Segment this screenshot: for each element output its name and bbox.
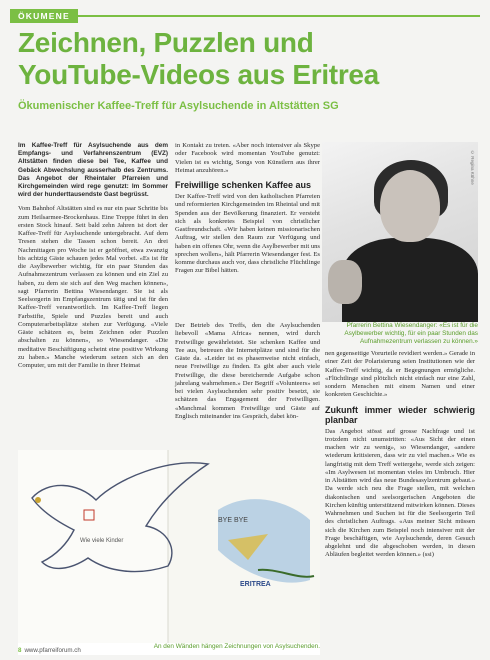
drawing-sheet-left <box>18 450 168 643</box>
article-headline <box>18 27 478 91</box>
column-1-body: Vom Bahnhof Altstätten sind es nur ein paar Schritte bis zum Heilsarmee-Brockenhaus. Eine Treppe führt in den ersten Stock hinauf. Seit bald zehn Jahren ist dort der Kaffee-Treff für Asylsuchende untergebracht. Auf dem Tresen stehen die Tassen schon bereit. An drei Nachmittagen pro Woche ist er geöffnet, etwa zwanzig bis achtzig Gäste schauen jedes Mal vorbei. «Es ist für die Asylbewerber wichtig, für ein paar Stunden das Aufnahmezentrum verlassen zu können und ein Ziel zu haben, zu dem sie sich auf den Weg machen können», sagt Pfarrerin Bettina Wiesendanger. Sie ist als Seelsorgerin im Empfangszentrum tätig und ist für den Kaffee-Treff verantwortlich. Im Kaffee-Treff liegen Farbstifte, Spiele und Puzzles bereit und auch Computerarbeitsplätze stehen zur Verfügung. «Viele Gäste schätzen es, beim Zeichnen oder Puzzlen abschalten zu können», so Wiesendanger. «Die meditative Beschäftigung scheint eine positive Wirkung zu haben.» Manche wiederum setzen sich an den Computer, um mit der Familie in ihrer Heimat <box>18 205 168 370</box>
photo-figure-body <box>342 238 478 322</box>
column-3-body: Das Angebot stösst auf grosse Nachfrage und ist trotzdem nicht unumstritten: «Aus Sicht der einen machen wir zu wenig», so Wiesendanger, «andere wiederum kritisieren, dass wir zu viel machen.» Wie es langfristig mit dem Treff weitergehe, werde sich zeigen: «Im Asylwesen ist momentan vieles im Umbruch. Hier in Altstätten wird das neue Bundesasylzentrum gebaut.» Da werde sich neu die Frage stellen, mit welchen diakonischen und seelsorgerischen Angeboten die Kirchen künftig unterstützend mitwirken können. Dieses Wahrnehmen und Suchen ist für die Seelsorgerin Teil des christlichen Auftrags. «Aus meiner Sicht müssen sich die Kirchen zum Beispiel noch intensiver mit der Frage beschäftigen, wie Asylsuchende, deren Gesuch abgelehnt und die abgeschoben werden, in diesen Abläufen begleitet werden können.» (ssi) <box>325 427 475 559</box>
column-2-body-2: Der Betrieb des Treffs, den die Asylsuchenden liebevoll «Mama Africa» nennen, wird durch Freiwillige gewährleistet. Sie schenken Kaffee und Tee aus, betreuen die Internetplätze und sind für die Gäste da. «Leider ist es phasenweise nicht einfach, neue Freiwillige zu finden. Es gibt aber auch viele Freiwillige, die diese bereichernde Aufgabe schon jahrelang wahrnehmen.» Der Begriff «Volunteers» sei bei vielen Asylsuchenden sehr positiv besetzt, sie schätzen das Engagement der Freiwilligen. «Manchmal kommen Freiwillige und Gäste auf Englisch miteinander ins Gespräch, dabei kön- <box>175 322 320 420</box>
drawing-text-eritrea: ERITREA <box>240 581 271 588</box>
section-bar <box>10 9 480 23</box>
column-2-continued <box>175 322 320 421</box>
subheading-future: Zukunft immer wieder schwierig planbar <box>325 404 475 425</box>
drawing-text-left: Wie viele Kinder <box>80 538 124 544</box>
article-lead: Im Kaffee-Treff für Asylsuchende aus dem Empfangs- und Verfahrenszentrum (EVZ) Altstätten finden diese bei Tee, Kaffee und Gebäck Abwechslung ausserhalb des Zentrums. Das Angebot der Rheintaler Pfarreien und Kirchgemeinden wird rege genutzt: Im Sommer wird der hunderttausendste Gast begrüsst. <box>18 142 168 199</box>
photo-figure-hand <box>328 260 362 304</box>
footer-url[interactable]: www.pfarreiforum.ch <box>24 647 81 654</box>
photo-credit: © Regina Kühne <box>470 150 475 185</box>
drawings-illustration <box>18 450 320 643</box>
drawings-caption: An den Wänden hängen Zeichnungen von Asylsuchenden. <box>153 643 320 650</box>
article-subheadline: Ökumenischer Kaffee-Treff für Asylsuchende in Altstätten SG <box>18 100 339 112</box>
drawing-text-bye: BYE BYE <box>218 517 248 524</box>
headline-line-1: Zeichnen, Puzzlen und <box>18 27 314 58</box>
drawings-photo <box>18 450 320 655</box>
column-2-body-1: Der Kaffee-Treff wird von den katholischen Pfarreien und reformierten Kirchgemeinden im Rheintal und mit Spenden aus der Bevölkerung finanziert. Er versteht sich als konkretes Beispiel von christlicher Gastfreundschaft. «Wir haben keinen missionarischen Auftrag, wir stellen den Raum zur Verfügung und haben ein offenes Ohr, wenn die Asylbewerber mit uns sprechen wollen», hält Pfarrerin Wiesendanger fest. Es komme durchaus auch vor, dass christliche Flüchtlinge Fragen zur Bibel hätten. <box>175 193 320 275</box>
section-label: ÖKUMENE <box>10 9 78 23</box>
subheading-volunteers: Freiwillige schenken Kaffee aus <box>175 180 312 190</box>
portrait-photo <box>322 142 478 322</box>
column-2 <box>175 142 320 276</box>
column-3-intro: nen gegenseitige Vorurteile revidiert werden.» Gerade in einer Zeit der Polarisierung seien Institutionen wie der Kaffee-Treff wichtig, da er Begegnungen ermögliche. «Flüchtlinge sind plötzlich nicht einfach nur eine Zahl, sondern Menschen mit einem Namen und einer konkreten Geschichte.» <box>325 350 475 399</box>
section-rule <box>78 15 480 17</box>
column-3 <box>325 350 475 560</box>
page-footer <box>18 647 81 654</box>
headline-line-2: YouTube-Videos aus Eritrea <box>18 59 379 90</box>
page-number: 8 <box>18 647 22 654</box>
photo-caption: Pfarrerin Bettina Wiesendanger: «Es ist für die Asylbewerber wichtig, für ein paar Stunden das Aufnahmezentrum verlassen zu können.» <box>344 322 478 345</box>
photo-figure-face <box>380 170 440 242</box>
column-2-intro: in Kontakt zu treten. «Aber noch intensiver als Skype oder Facebook wird momentan YouTube genutzt: Vielen ist es wichtig, Songs von Künstlern aus ihrer Heimat anzuhören.» <box>175 142 320 174</box>
olive-branch-icon <box>35 497 41 503</box>
column-1 <box>18 142 168 370</box>
